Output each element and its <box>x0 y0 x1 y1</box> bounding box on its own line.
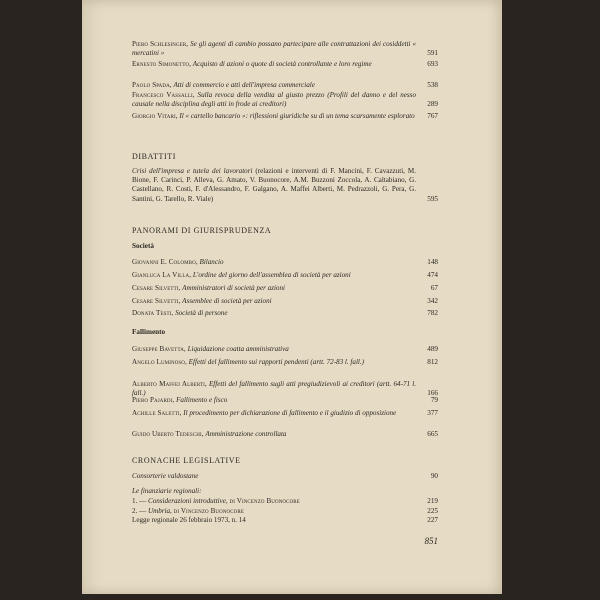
toc-entry <box>132 472 438 481</box>
entry-title: Bilancio <box>199 258 224 266</box>
entry-page: 148 <box>427 258 438 266</box>
page-number: 851 <box>424 536 438 546</box>
entry-author: Guido Uberto Tedeschi, <box>132 430 204 438</box>
toc-entry <box>132 409 438 418</box>
entry-author: Cesare Silvetti, <box>132 297 181 305</box>
entry-author: Giorgio Vitari, <box>132 112 178 120</box>
entry-page: 90 <box>430 472 438 480</box>
entry-title: Amministratori di società per azioni <box>182 284 285 292</box>
entry-author: Cesare Silvetti, <box>132 284 181 292</box>
entry-title: Effetti del fallimento sugli atti pregiudizievoli ai creditori (artt. 64-71 l. fall.) <box>132 380 416 398</box>
entry-author: Alberto Maffei Alberti, <box>132 380 207 388</box>
entry-title: Sulla revoca della vendita al giusto prezzo (Profili del danno e del nesso causale nella disciplina degli atti in frode ai creditori) <box>132 91 416 109</box>
entry-author: Paolo Spada, <box>132 81 172 89</box>
table-of-contents <box>132 0 438 600</box>
entry-page: 489 <box>427 345 438 353</box>
toc-entry <box>132 358 438 367</box>
entry-page: 166 <box>427 389 438 398</box>
entry-page: 342 <box>427 297 438 305</box>
entry-title: Liquidazione coatta amministrativa <box>187 345 289 353</box>
entry-page: 79 <box>430 396 438 404</box>
toc-entry <box>132 516 438 525</box>
toc-entry <box>132 297 438 306</box>
entry-page: 227 <box>427 516 438 524</box>
entry-page: 377 <box>427 409 438 417</box>
entry-author: Giovanni E. Colombo, <box>132 258 198 266</box>
entry-page: 595 <box>427 194 438 203</box>
toc-entry: 1. — Considerazioni introduttive, di Vincenzo Buonocore 219 <box>132 497 438 505</box>
entry-author: Ernesto Simonetto, <box>132 60 191 68</box>
entry-page: 67 <box>430 284 438 292</box>
entry-title: Il « cartello bancario »: riflessioni giuridiche su di un tema scarsamente esplorato <box>179 112 415 120</box>
entry-author: Giuseppe Bavetta, <box>132 345 186 353</box>
toc-entry <box>132 167 438 204</box>
entry-page: 693 <box>427 60 438 68</box>
toc-entry <box>132 309 438 318</box>
entry-page: 782 <box>427 309 438 317</box>
entry-title: Atti di commercio e atti dell'impresa commerciale <box>173 81 315 89</box>
entry-author: Francesco Vassalli, <box>132 91 195 99</box>
section-heading-dibattiti: DIBATTITI <box>132 152 177 161</box>
entry-author: di Vincenzo Buonocore <box>173 507 244 515</box>
entry-author: Gianluca La Villa, <box>132 271 192 279</box>
entry-author: Achille Saletti, <box>132 409 182 417</box>
entry-page: 665 <box>427 430 438 438</box>
entry-title: Umbria, <box>147 507 172 515</box>
toc-entry <box>132 284 438 293</box>
section-heading-panorami: PANORAMI DI GIURISPRUDENZA <box>132 226 272 235</box>
entry-page: 812 <box>427 358 438 366</box>
entry-author: di Vincenzo Buonocore <box>229 497 300 505</box>
entry-title: Crisi dell'impresa e tutela dei lavoratori <box>132 167 253 175</box>
toc-entry <box>132 112 438 121</box>
entry-title: Effetti del fallimento sui rapporti pendenti (artt. 72-83 l. fall.) <box>188 358 365 366</box>
toc-entry <box>132 271 438 280</box>
toc-entry <box>132 60 438 69</box>
entry-page: 289 <box>427 100 438 109</box>
entry-participants: (relazioni e interventi di F. Mancini, F. Cavazzuti, M. Bione, F. Carinci, P. Alleva, G. Amato, V. Buonocore, A.M. Buzzoni Zoccola, A. Caltabiano, G. Castellano, R. Costi, F. d'Alessandro, F. Galgano, A. Maffei Alberti, M. Pedrazzoli, G. Pera, G. Santini, G. Tarello, R. Viale) <box>132 167 416 203</box>
entry-title: L'ordine del giorno dell'assemblea di società per azioni <box>192 271 351 279</box>
entry-page: 767 <box>427 112 438 120</box>
entry-title: Assemblee di società per azioni <box>182 297 272 305</box>
entry-title: Se gli agenti di cambio possano partecipare alle contrattazioni dei cosiddetti « mercatini » <box>132 40 416 58</box>
entry-page: 219 <box>427 497 438 505</box>
entry-title: Società di persone <box>175 309 228 317</box>
entry-page: 591 <box>427 49 438 58</box>
entry-title: Consorterie valdostane <box>132 472 199 480</box>
toc-entry <box>132 258 438 267</box>
entry-title: Il procedimento per dichiarazione di fallimento e il giudizio di opposizione <box>183 409 397 417</box>
toc-entry <box>132 40 438 58</box>
entry-author: Angelo Luminoso, <box>132 358 187 366</box>
entry-author: Piero Schlesinger, <box>132 40 189 48</box>
toc-entry: 2. — Umbria, di Vincenzo Buonocore 225 <box>132 507 438 515</box>
toc-entry <box>132 91 438 109</box>
entry-page: 474 <box>427 271 438 279</box>
entry-title: Acquisto di azioni o quote di società controllante e loro regime <box>192 60 372 68</box>
entry-title: Fallimento e fisco <box>176 396 228 404</box>
entry-title: Considerazioni introduttive, <box>147 497 228 505</box>
entry-author: Piero Pajardi, <box>132 396 175 404</box>
toc-entry <box>132 345 438 354</box>
toc-entry <box>132 81 438 90</box>
toc-entry <box>132 396 438 405</box>
entry-title: Legge regionale 26 febbraio 1973, n. 14 <box>132 516 246 524</box>
entry-page: 225 <box>427 507 438 515</box>
entry-page: 538 <box>427 81 438 89</box>
subsection-heading-societa: Società <box>132 242 154 250</box>
toc-entry <box>132 430 438 439</box>
entry-author: Donata Testi, <box>132 309 174 317</box>
subsection-heading-fallimento: Fallimento <box>132 328 166 336</box>
finanziarie-label: Le finanziarie regionali: <box>132 487 202 495</box>
section-heading-cronache: CRONACHE LEGISLATIVE <box>132 456 241 465</box>
entry-title: Amministrazione controllata <box>205 430 287 438</box>
